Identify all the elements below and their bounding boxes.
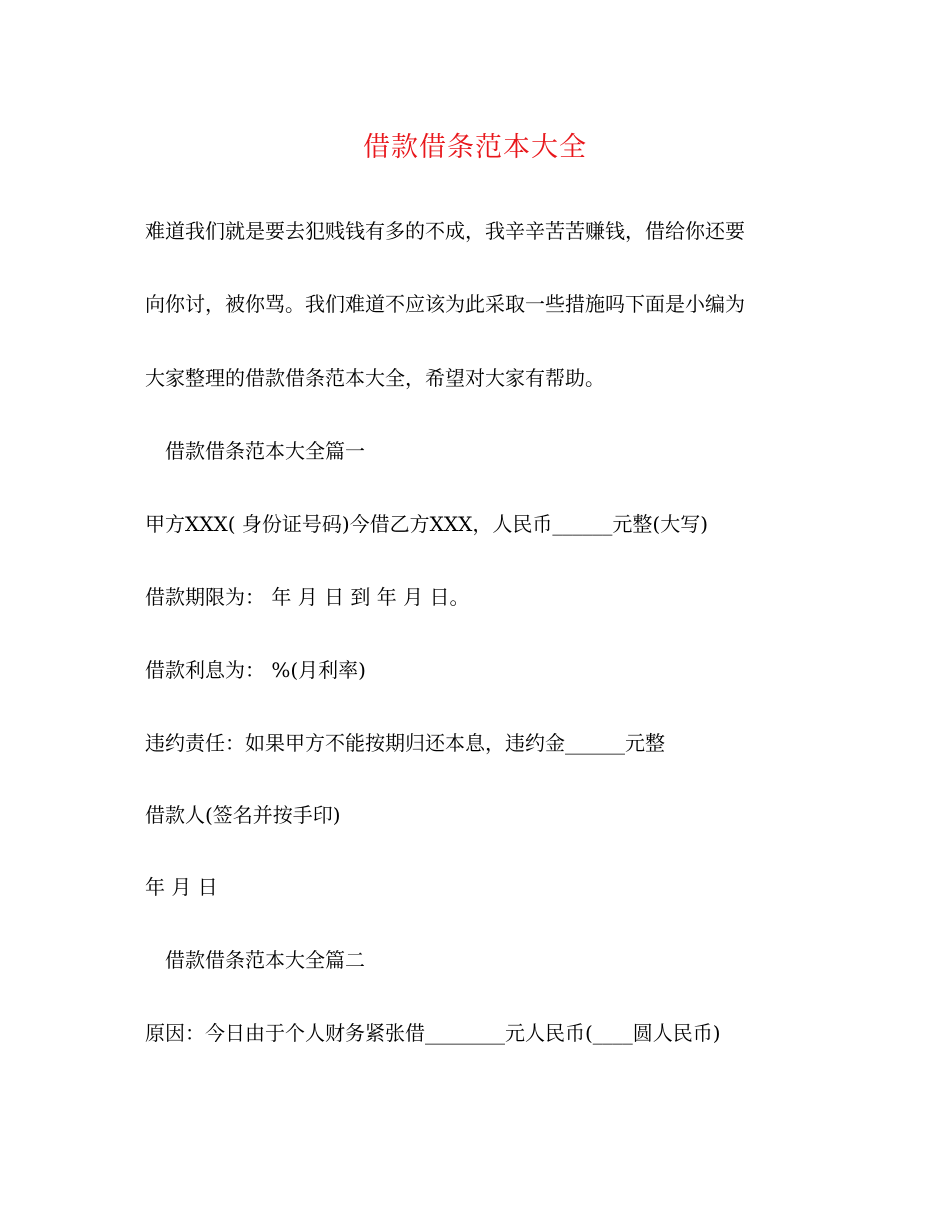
loan-term-line: 借款期限为： 年 月 日 到 年 月 日。 (145, 585, 470, 609)
document-title: 借款借条范本大全 (363, 132, 587, 163)
intro-paragraph-line-3: 大家整理的借款借条范本大全，希望对大家有帮助。 (145, 366, 605, 390)
loan-reason-line: 原因：今日由于个人财务紧张借________元人民币(____圆人民币) (145, 1021, 721, 1045)
intro-paragraph-line-2: 向你讨，被你骂。我们难道不应该为此采取一些措施吗下面是小编为 (145, 292, 745, 316)
breach-liability-line: 违约责任：如果甲方不能按期归还本息，违约金______元整 (145, 731, 665, 755)
section-heading-2: 借款借条范本大全篇二 (165, 948, 365, 972)
borrower-signature-line: 借款人(签名并按手印) (145, 803, 341, 827)
date-line: 年 月 日 (145, 875, 218, 899)
intro-paragraph-line-1: 难道我们就是要去犯贱钱有多的不成，我辛辛苦苦赚钱，借给你还要 (145, 219, 745, 243)
loan-interest-line: 借款利息为： %(月利率) (145, 658, 366, 682)
loan-parties-line: 甲方XXX( 身份证号码)今借乙方XXX，人民币______元整(大写) (145, 512, 708, 536)
section-heading-1: 借款借条范本大全篇一 (165, 439, 365, 463)
